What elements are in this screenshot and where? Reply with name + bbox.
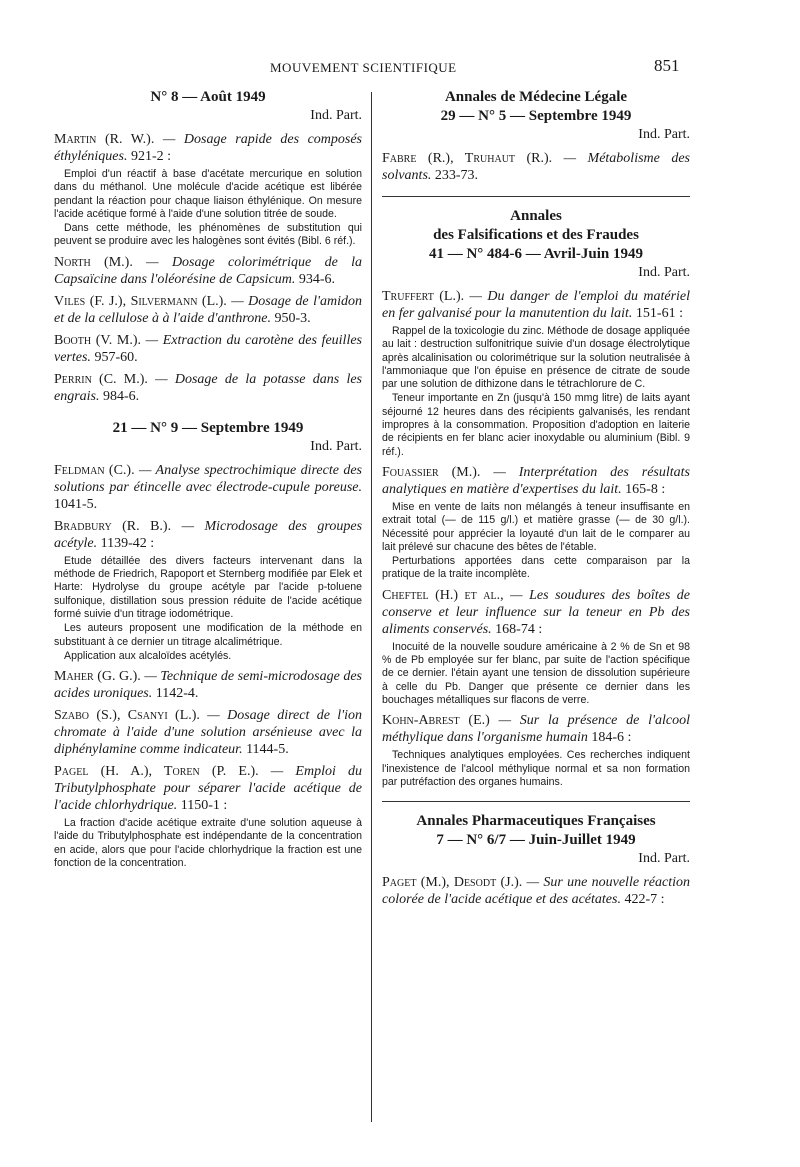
section-ind-part: Ind. Part. — [638, 127, 690, 142]
section-ind-part: Ind. Part. — [638, 265, 690, 280]
entry-bradbury — [54, 518, 362, 552]
page-number: 851 — [654, 56, 680, 75]
entry-pages: 1142-4. — [155, 686, 199, 702]
entry-pages: 233-73. — [434, 168, 479, 183]
entry-title: — Dosage de la potasse dans les engrais. — [54, 371, 363, 404]
entry-title: — Interprétation des résultats analytiques en matière d'expertises du lait. — [382, 464, 690, 497]
journal-heading: Annales Pharmaceutiques Françaises — [416, 813, 656, 830]
entry-abstract — [382, 641, 690, 707]
section-ind-part: Ind. Part. — [310, 108, 362, 123]
entry-viles — [54, 293, 362, 327]
entry-maher — [54, 668, 362, 702]
abstract-paragraph: Etude détaillée des divers facteurs intervenant dans la méthode de Friedrich, Rapoport et Sternberg modifiée par Elek et Harte: Hydrolyse du groupe acétyle par l'acide p-toluene sulfonique, distillation sous pression réduite de l'acide acétique formé suivie d'un titrage iodométrique. — [54, 554, 362, 620]
entry-cheftel — [382, 587, 690, 638]
entry-title: — Métabolisme des solvants. — [382, 151, 690, 183]
entry-author: Fouassier (M.). — [382, 464, 481, 480]
entry-pages: 950-3. — [274, 310, 311, 326]
entry-title: — Dosage colorimétrique de la Capsaïcine dans l'oléorésine de Capsicum. — [54, 254, 363, 287]
entry-szabo — [54, 707, 362, 758]
column-rule — [371, 92, 372, 1122]
entry-title: — Du danger de l'emploi du matériel en fer galvanisé pour la manutention du lait. — [382, 289, 691, 321]
entry-author: Booth (V. M.). — [54, 332, 141, 348]
abstract-paragraph: Inocuité de la nouvelle soudure américaine à 2 % de Sn et 98 % de Pb employée sur fer blanc, par suite de l'action spécifique de ce dernier. l'étain ayant une tension de dissolution supérieure à celle du Pb. Danger que présente ce dernier dans les bouchages métalliques sur flacons de verre. — [382, 640, 690, 706]
entry-title: — Extraction du carotène des feuilles vertes. — [54, 332, 362, 365]
running-head: MOUVEMENT SCIENTIFIQUE — [270, 60, 457, 75]
entry-title: — Microdosage des groupes acétyle. — [54, 518, 363, 551]
entry-abstract — [54, 817, 362, 870]
entry-pages: 1144-5. — [246, 742, 289, 758]
entry-abstract — [382, 325, 690, 459]
journal-heading: Annales — [510, 208, 562, 224]
right-column — [382, 88, 690, 908]
entry-author: North (M.). — [54, 254, 133, 270]
entry-perrin — [54, 371, 362, 405]
entry-pages: 1139-42 : — [100, 535, 155, 551]
entry-title: — Dosage rapide des composés éthyléniques. — [54, 132, 363, 164]
entry-title: — Sur la présence de l'alcool méthylique dans l'organisme humain — [382, 713, 691, 746]
entry-north — [54, 254, 362, 288]
entry-booth — [54, 332, 362, 366]
entry-title: — Dosage direct de l'ion chromate à l'aide d'une solution arsénieuse avec la diphénylamine comme indicateur. — [54, 708, 363, 758]
issue-heading: 7 — N° 6/7 — Juin-Juillet 1949 — [436, 832, 636, 849]
entry-pages: 184-6 : — [591, 730, 632, 746]
entry-author: Szabo (S.), Csanyi (L.). — [54, 708, 200, 724]
entry-pages: 934-6. — [298, 271, 336, 287]
entry-pagel — [54, 763, 362, 814]
entry-title: — Les soudures des boîtes de conserve et leur influence sur la teneur en Pb des aliments conservés. — [382, 587, 690, 637]
entry-paget — [382, 874, 690, 908]
entry-pages: 165-8 : — [625, 481, 666, 497]
abstract-paragraph: Rappel de la toxicologie du zinc. Méthode de dosage appliquée au lait : destruction sulfonitrique suivie d'un dosage électrolytique après alcalinisation ou colorimétrique sur la solution neutralisée à l'ammoniaque que l'on épuise en présence de citrate de soude par une solution de dithizone dans le tétrachlorure de C. — [382, 325, 690, 391]
entry-pages: 1041-5. — [54, 496, 98, 512]
entry-title: — Analyse spectrochimique directe des solutions par étincelle avec électrode-cupule poreuse. — [54, 462, 362, 495]
entry-pages: 168-74 : — [495, 621, 543, 637]
entry-author: Maher (G. G.). — [54, 669, 141, 685]
entry-abstract — [54, 555, 362, 663]
entry-author: Bradbury (R. B.). — [54, 518, 172, 534]
entry-abstract — [54, 168, 362, 249]
entry-truffert — [382, 288, 690, 322]
journal-heading: Annales de Médecine Légale — [444, 89, 628, 105]
entry-title: — Emploi du Tributylphosphate pour séparer l'acide acétique de l'acide chlorhydrique. — [54, 764, 362, 814]
abstract-paragraph: Application aux alcaloïdes acétylés. — [64, 649, 232, 662]
entry-author: Truffert (L.). — [382, 289, 465, 304]
entry-pages: 1150-1 : — [180, 798, 228, 814]
entry-pages: 422-7 : — [624, 892, 665, 908]
entry-pages: 151-61 : — [635, 306, 683, 321]
section-divider — [382, 801, 690, 802]
entry-kohn-abrest — [382, 712, 690, 746]
section-heading: N° 8 — Août 1949 — [150, 89, 266, 105]
issue-heading: 41 — N° 484-6 — Avril-Juin 1949 — [428, 246, 644, 262]
abstract-paragraph: Les auteurs proposent une modification de la méthode en substituant à ce dernier un titrage alcalimétrique. — [54, 622, 362, 648]
entry-title: — Sur une nouvelle réaction colorée de l'acide acétique et des acétates. — [382, 875, 691, 908]
left-column — [54, 88, 362, 870]
section-heading: 21 — N° 9 — Septembre 1949 — [112, 419, 304, 436]
abstract-paragraph: Teneur importante en Zn (jusqu'à 150 mmg litre) de laits ayant séjourné 12 heures dans des récipients galvanisés, les rendant impropres à la consommation. Proposition d'adoption en laiterie de récipients en fer blanc acier inoxydable ou aluminium (Bibl. 9 réf.). — [382, 392, 690, 458]
abstract-paragraph: La fraction d'acide acétique extraite d'une solution aqueuse à l'aide du Tributylphosphate est indépendante de la concentration en acide, alors que pour l'acide chlorhydrique la fraction est une fonction de la concentration. — [54, 817, 362, 870]
abstract-paragraph: Dans cette méthode, les phénomènes de substitution qui peuvent se produire avec les halogènes sont évités (Bibl. 6 réf.). — [54, 222, 362, 248]
entry-author: Fabre (R.), Truhaut (R.). — [382, 151, 553, 166]
entry-author: Cheftel (H.) et al., — [382, 587, 504, 603]
entry-pages: 921-2 : — [130, 149, 172, 164]
abstract-paragraph: Perturbations apportées dans cette comparaison par la pratique de la traite incomplète. — [382, 555, 690, 581]
entry-author: Paget (M.), Desodt (J.). — [382, 875, 523, 891]
entry-author: Kohn-Abrest (E.) — [382, 713, 490, 729]
entry-title: — Dosage de l'amidon et de la cellulose à à l'aide d'anthrone. — [54, 293, 362, 326]
abstract-paragraph: Techniques analytiques employées. Ces recherches indiquent l'inexistence de l'alcool méthylique normal et sa non formation par putréfaction des organes humains. — [382, 749, 690, 788]
entry-feldman — [54, 462, 362, 513]
entry-author: Pagel (H. A.), Toren (P. E.). — [54, 764, 259, 780]
section-ind-part: Ind. Part. — [310, 438, 362, 454]
section-divider — [382, 196, 690, 197]
entry-martin — [54, 131, 362, 165]
journal-heading: des Falsifications et des Fraudes — [433, 227, 639, 243]
entry-pages: 957-60. — [94, 349, 138, 365]
abstract-paragraph: Mise en vente de laits non mélangés à teneur insuffisante en extrait total (— de 115 g/l.) et matière grasse (— de 30 g/l.). Nécessité pour apprécier la loyauté d'un lait de le comparer au lait prélevé sur chacune des bêtes de l'étable. — [382, 500, 690, 553]
entry-fabre — [382, 150, 690, 184]
abstract-paragraph: Emploi d'un réactif à base d'acétate mercurique en solution dans du méthanol. Une molécule d'acide acétique est libérée pendant la réaction pour chaque liaison éthylénique. On mesure l'acide acétique formé à l'aide d'une solution titrée de soude. — [54, 168, 362, 220]
entry-author: Martin (R. W.). — [54, 132, 155, 147]
section-ind-part: Ind. Part. — [638, 851, 690, 867]
entry-author: Feldman (C.). — [54, 462, 135, 478]
entry-author: Perrin (C. M.). — [54, 371, 148, 387]
entry-title: — Technique de semi-microdosage des acides uroniques. — [54, 669, 362, 702]
entry-abstract — [382, 501, 690, 582]
entry-fouassier — [382, 464, 690, 498]
issue-heading: 29 — N° 5 — Septembre 1949 — [440, 108, 632, 124]
entry-pages: 984-6. — [103, 388, 140, 404]
entry-author: Viles (F. J.), Silvermann (L.). — [54, 293, 227, 309]
entry-abstract — [382, 749, 690, 789]
